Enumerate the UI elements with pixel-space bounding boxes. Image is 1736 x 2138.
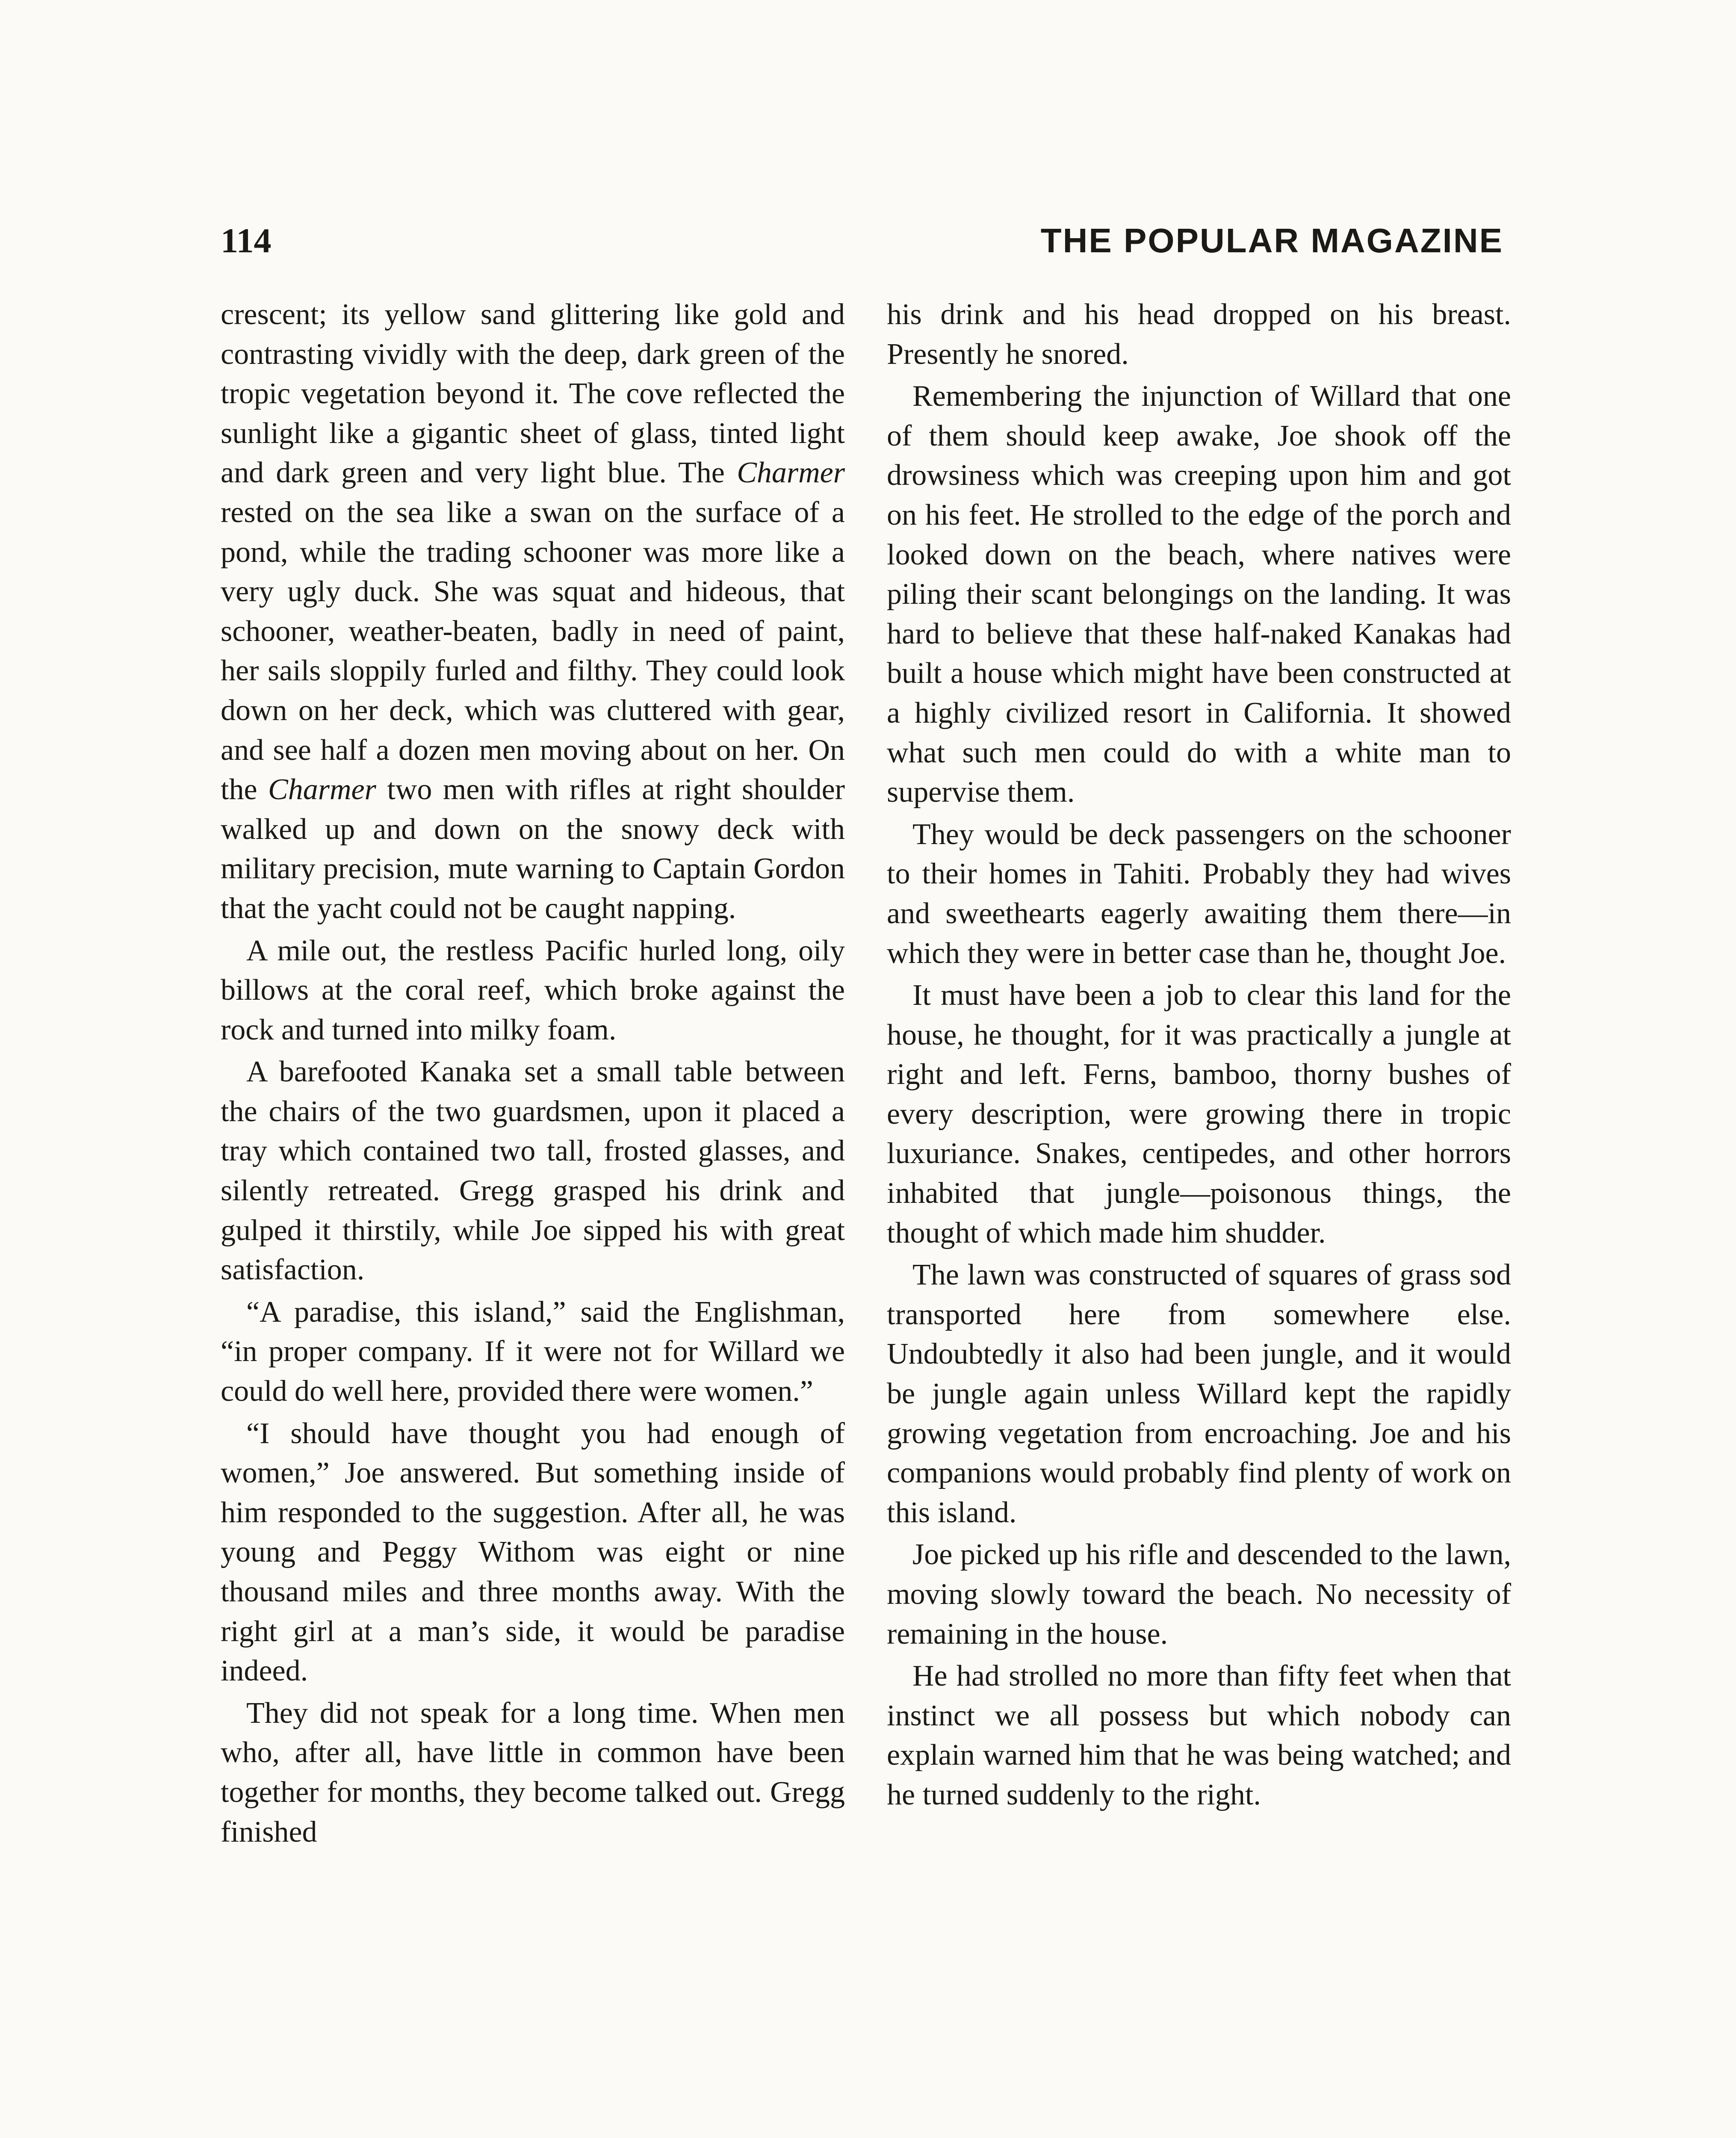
article-paragraph [221,1694,845,1852]
article-paragraph [887,1535,1511,1654]
article-paragraph [221,931,845,1050]
article-paragraph [887,1255,1511,1533]
article-paragraph [221,1052,845,1290]
paragraph-text: They would be deck passengers on the schooner to their homes in Tahiti. Probably they had wives and sweethearts eagerly awaiting them there—in which they were in better case than he, thought Joe. [887,818,1511,970]
paragraph-text: “A paradise, this island,” said the Englishman, “in proper company. If it were not for Willard we could do well here, provided there were women.” [221,1295,845,1408]
article-paragraph [221,295,845,929]
paragraph-text: crescent; its yellow sand glittering like gold and contrasting vividly with the deep, dark green of the tropic vegetation beyond it. The cove reflected the sunlight like a gigantic sheet of glass, tinted light and dark green and very light blue. The [221,298,845,490]
paragraph-text: It must have been a job to clear this land for the house, he thought, for it was practically a jungle at right and left. Ferns, bamboo, thorny bushes of every description, were growing there in tropic luxuriance. Snakes, centipedes, and other horrors inhabited that jungle—poisonous things, the thought of which made him shudder. [887,979,1511,1249]
article-paragraph [887,1657,1511,1815]
article-paragraph [887,976,1511,1253]
article-paragraph [887,377,1511,812]
paragraph-text: He had strolled no more than fifty feet when that instinct we all possess but which nobody can explain warned him that he was being watched; and he turned suddenly to the right. [887,1660,1511,1811]
paragraph-text: Remembering the injunction of Willard that one of them should keep awake, Joe shook off the drowsiness which was creeping upon him and got on his feet. He strolled to the edge of the porch and looked down on the beach, where natives were piling their scant belongings on the landing. It was hard to believe that these half-naked Kanakas had built a house which might have been constructed at a highly civilized resort in California. It showed what such men could do with a white man to supervise them. [887,380,1511,809]
paragraph-text: two men with rifles at right shoulder walked up and down on the snowy deck with military precision, mute warning to Captain Gordon that the yacht could not be caught napping. [221,773,845,925]
paragraph-text: A barefooted Kanaka set a small table between the chairs of the two guardsmen, upon it placed a tray which contained two tall, frosted glasses, and silently retreated. Gregg grasped his drink and gulped it thirstily, while Joe sipped his with great satisfaction. [221,1055,845,1287]
article-paragraph [887,815,1511,973]
paragraph-text: They did not speak for a long time. When men who, after all, have little in common have been together for months, they become talked out. Gregg finished [221,1696,845,1849]
article-paragraph [221,1293,845,1412]
page-header [221,217,1503,264]
ship-name: Charmer [737,456,845,490]
left-column [221,295,845,1855]
paragraph-text: his drink and his head dropped on his breast. Presently he snored. [887,298,1511,371]
paragraph-text: rested on the sea like a swan on the surface of a pond, while the trading schooner was more like a very ugly duck. She was squat and hideous, that schooner, weather-beaten, badly in need of paint, her sails sloppily furled and filthy. They could look down on her deck, which was cluttered with gear, and see half a dozen men moving about on her. On the [221,496,845,806]
ship-name: Charmer [268,773,376,806]
paragraph-text: “I should have thought you had enough of women,” Joe answered. But something inside of him responded to the suggestion. After all, he was young and Peggy Withom was eight or nine thousand miles and three months away. With the right girl at a man’s side, it would be paradise indeed. [221,1417,845,1688]
running-title: THE POPULAR MAGAZINE [1040,221,1503,260]
article-paragraph [221,1414,845,1691]
paragraph-text: The lawn was constructed of squares of grass sod transported here from somewhere else. Undoubtedly it also had been jungle, and it would be jungle again unless Willard kept the rapidly growing vegetation from encroaching. Joe and his companions would probably find plenty of work on this island. [887,1258,1511,1529]
page-number: 114 [221,221,272,260]
paragraph-text: A mile out, the restless Pacific hurled long, oily billows at the coral reef, which broke against the rock and turned into milky foam. [221,934,845,1046]
right-column [887,295,1511,1818]
paragraph-text: Joe picked up his rifle and descended to the lawn, moving slowly toward the beach. No necessity of remaining in the house. [887,1538,1511,1651]
article-paragraph [887,295,1511,374]
